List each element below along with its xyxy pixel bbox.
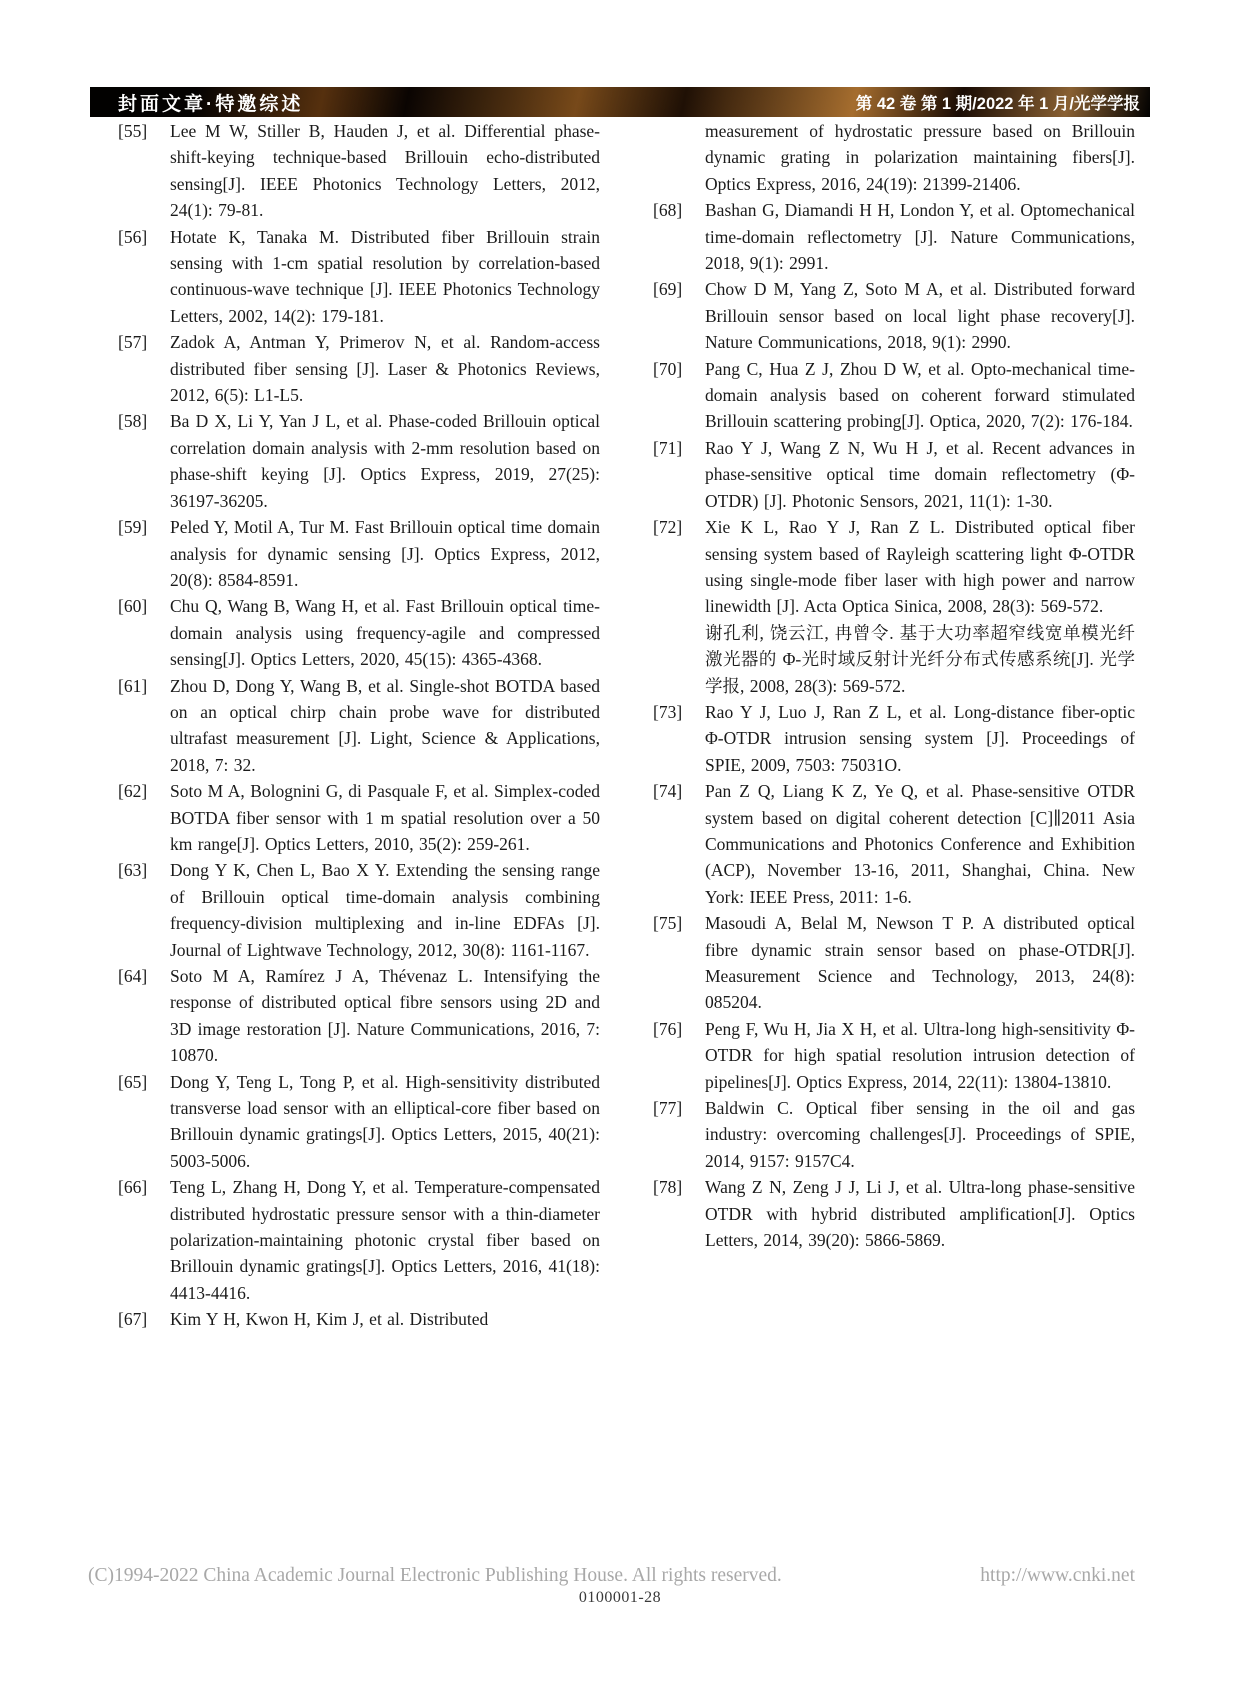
reference-item — [118, 408, 600, 514]
copyright-text: (C)1994-2022 China Academic Journal Electronic Publishing House. All rights reserved. — [88, 1565, 782, 1586]
reference-marker: [76] — [653, 1018, 683, 1039]
reference-item — [653, 910, 1135, 1016]
reference-item — [118, 593, 600, 672]
reference-item — [653, 197, 1135, 276]
reference-body — [170, 224, 600, 330]
issue-info: 第 42 卷 第 1 期/2022 年 1 月/光学学报 — [855, 95, 1140, 113]
reference-body — [170, 778, 600, 857]
reference-body — [705, 1095, 1135, 1174]
header-bar — [90, 87, 1150, 117]
reference-item — [653, 1095, 1135, 1174]
reference-body — [705, 276, 1135, 355]
reference-item — [653, 1174, 1135, 1253]
reference-body — [170, 408, 600, 514]
references-column-left — [118, 118, 600, 1333]
reference-item — [653, 276, 1135, 355]
reference-item — [118, 778, 600, 857]
reference-body — [170, 593, 600, 672]
reference-body — [170, 1069, 600, 1175]
reference-body — [705, 118, 1135, 197]
reference-body — [705, 1016, 1135, 1095]
footer-copyright — [88, 1564, 1135, 1588]
reference-item — [653, 778, 1135, 910]
reference-marker: [68] — [653, 200, 683, 221]
reference-body — [170, 963, 600, 1069]
reference-marker: [77] — [653, 1098, 683, 1119]
reference-text: Bashan G, Diamandi H H, London Y, et al. Optomechanical time-domain reflectometry [J]. Nature Communications, 2018, 9(1): 2991. — [705, 200, 1135, 274]
reference-item — [118, 118, 600, 224]
reference-body — [170, 118, 600, 224]
reference-body — [170, 857, 600, 963]
reference-item — [118, 963, 600, 1069]
reference-body — [705, 514, 1135, 699]
reference-marker: [78] — [653, 1177, 683, 1198]
references-column-right — [653, 118, 1135, 1333]
reference-text: Masoudi A, Belal M, Newson T P. A distributed optical fibre dynamic strain sensor based on phase-OTDR[J]. Measurement Science and Technology, 2013, 24(8): 085204. — [705, 913, 1135, 1013]
reference-text: Teng L, Zhang H, Dong Y, et al. Temperature-compensated distributed hydrostatic pressure sensor with a thin-diameter polarization-maintaining photonic crystal fiber based on Brillouin dynamic gratings[J]. Optics Letters, 2016, 41(18): 4413-4416. — [170, 1177, 600, 1303]
reference-text: Peled Y, Motil A, Tur M. Fast Brillouin optical time domain analysis for dynamic sensing [J]. Optics Express, 2012, 20(8): 8584-8591. — [170, 517, 600, 590]
reference-text: Pang C, Hua Z J, Zhou D W, et al. Opto-mechanical time-domain analysis based on coherent forward stimulated Brillouin scattering probing[J]. Optica, 2020, 7(2): 176-184. — [705, 358, 1135, 432]
reference-text: Dong Y, Teng L, Tong P, et al. High-sensitivity distributed transverse load sensor with an elliptical-core fiber based on Brillouin dynamic gratings[J]. Optics Letters, 2015, 40(21): 5003-5006. — [170, 1071, 600, 1171]
reference-marker: [73] — [653, 701, 683, 722]
reference-text: Baldwin C. Optical fiber sensing in the oil and gas industry: overcoming challenges[J]. Proceedings of SPIE, 2014, 9157: 9157C4. — [705, 1098, 1135, 1171]
reference-marker: [70] — [653, 358, 683, 379]
reference-marker: [67] — [118, 1309, 148, 1330]
reference-marker: [65] — [118, 1071, 148, 1092]
reference-body — [705, 435, 1135, 514]
reference-body — [170, 514, 600, 593]
reference-body — [170, 673, 600, 779]
reference-text: Chu Q, Wang B, Wang H, et al. Fast Brillouin optical time-domain analysis using frequency-agile and compressed sensing[J]. Optics Letters, 2020, 45(15): 4365-4368. — [170, 596, 600, 670]
reference-marker: [69] — [653, 279, 683, 300]
reference-text: Zhou D, Dong Y, Wang B, et al. Single-shot BOTDA based on an optical chirp chain probe wave for distributed ultrafast measurement [J]. Light, Science & Applications, 2018, 7: 32. — [170, 675, 600, 775]
reference-marker: [59] — [118, 517, 148, 538]
reference-text: Xie K L, Rao Y J, Ran Z L. Distributed optical fiber sensing system based of Rayleigh scattering light Φ-OTDR using single-mode fiber laser with high power and narrow linewidth [J]. Acta Optica Sinica, 2008, 28(3): 569-572. — [705, 517, 1135, 617]
reference-text: Rao Y J, Luo J, Ran Z L, et al. Long-distance fiber-optic Φ-OTDR intrusion sensing system [J]. Proceedings of SPIE, 2009, 7503: 75031O. — [705, 701, 1135, 775]
reference-item — [118, 1306, 600, 1332]
reference-text: 谢孔利, 饶云江, 冉曾令. 基于大功率超窄线宽单模光纤激光器的 Φ-光时域反射计光纤分布式传感系统[J]. 光学学报, 2008, 28(3): 569-572. — [705, 622, 1135, 696]
reference-marker: [63] — [118, 860, 148, 881]
reference-marker: [71] — [653, 437, 683, 458]
reference-marker: [58] — [118, 411, 148, 432]
reference-text: Rao Y J, Wang Z N, Wu H J, et al. Recent advances in phase-sensitive optical time domain reflectometry (Φ-OTDR) [J]. Photonic Sensors, 2021, 11(1): 1-30. — [705, 437, 1135, 511]
reference-body — [170, 1174, 600, 1306]
reference-text: Wang Z N, Zeng J J, Li J, et al. Ultra-long phase-sensitive OTDR with hybrid distributed amplification[J]. Optics Letters, 2014, 39(20): 5866-5869. — [705, 1177, 1135, 1251]
reference-text: Zadok A, Antman Y, Primerov N, et al. Random-access distributed fiber sensing [J]. Laser & Photonics Reviews, 2012, 6(5): L1-L5. — [170, 332, 600, 406]
section-label: 封面文章·特邀综述 — [118, 93, 304, 115]
reference-body — [170, 329, 600, 408]
reference-body — [705, 910, 1135, 1016]
reference-marker: [74] — [653, 781, 683, 802]
reference-marker: [62] — [118, 781, 148, 802]
reference-text: Peng F, Wu H, Jia X H, et al. Ultra-long high-sensitivity Φ-OTDR for high spatial resolution intrusion detection of pipelines[J]. Optics Express, 2014, 22(11): 13804-13810. — [705, 1018, 1135, 1092]
reference-item — [653, 514, 1135, 699]
reference-item — [118, 514, 600, 593]
reference-body — [705, 1174, 1135, 1253]
reference-marker: [60] — [118, 596, 148, 617]
references-columns — [118, 118, 1135, 1333]
reference-marker: [64] — [118, 966, 148, 986]
reference-marker: [61] — [118, 675, 148, 696]
reference-text: Ba D X, Li Y, Yan J L, et al. Phase-coded Brillouin optical correlation domain analysis with 2-mm resolution based on phase-shift keying [J]. Optics Express, 2019, 27(25): 36197-36205. — [170, 411, 600, 511]
reference-body — [170, 1306, 600, 1332]
reference-item — [653, 118, 1135, 197]
reference-marker: [72] — [653, 517, 683, 538]
reference-text: Pan Z Q, Liang K Z, Ye Q, et al. Phase-sensitive OTDR system based on digital coherent detection [C]∥2011 Asia Communications and Photonics Conference and Exhibition (ACP), November 13-16, 2011, Shanghai, China. New York: IEEE Press, 2011: 1-6. — [705, 781, 1135, 907]
reference-body — [705, 197, 1135, 276]
reference-item — [118, 1174, 600, 1306]
reference-item — [653, 435, 1135, 514]
reference-item — [653, 699, 1135, 778]
footer-url: http://www.cnki.net — [980, 1565, 1135, 1586]
reference-text: Chow D M, Yang Z, Soto M A, et al. Distributed forward Brillouin sensor based on local light phase recovery[J]. Nature Communications, 2018, 9(1): 2990. — [705, 279, 1135, 353]
reference-text: Kim Y H, Kwon H, Kim J, et al. Distributed — [170, 1309, 489, 1330]
page-number: 0100001-28 — [578, 1589, 662, 1606]
reference-body — [705, 356, 1135, 435]
reference-text: Hotate K, Tanaka M. Distributed fiber Brillouin strain sensing with 1-cm spatial resolution by correlation-based continuous-wave technique [J]. IEEE Photonics Technology Letters, 2002, 14(2): 179-181. — [170, 226, 600, 326]
reference-marker: [57] — [118, 332, 148, 353]
reference-marker: [56] — [118, 226, 148, 247]
reference-text: Dong Y K, Chen L, Bao X Y. Extending the sensing range of Brillouin optical time-domain analysis combining frequency-division multiplexing and in-line EDFAs [J]. Journal of Lightwave Technology, 2012, 30(8): 1161-1167. — [170, 860, 600, 960]
reference-item — [118, 224, 600, 330]
reference-text: Soto M A, Ramírez J A, Thévenaz L. Intensifying the response of distributed optical fibre sensors using 2D and 3D image restoration [J]. Nature Communications, 2016, 7: 10870. — [170, 966, 600, 1066]
reference-text: Soto M A, Bolognini G, di Pasquale F, et al. Simplex-coded BOTDA fiber sensor with 1 m spatial resolution over a 50 km range[J]. Optics Letters, 2010, 35(2): 259-261. — [170, 781, 600, 854]
reference-item — [118, 857, 600, 963]
reference-item — [653, 356, 1135, 435]
reference-marker: [75] — [653, 913, 683, 934]
reference-item — [118, 1069, 600, 1175]
reference-body — [705, 778, 1135, 910]
reference-item — [118, 329, 600, 408]
reference-body — [705, 699, 1135, 778]
reference-item — [118, 673, 600, 779]
reference-marker: [55] — [118, 121, 148, 141]
reference-item — [653, 1016, 1135, 1095]
reference-marker: [66] — [118, 1177, 148, 1198]
reference-text: measurement of hydrostatic pressure based on Brillouin dynamic grating in polarization maintaining fibers[J]. Optics Express, 2016, 24(19): 21399-21406. — [705, 121, 1135, 194]
reference-text: Lee M W, Stiller B, Hauden J, et al. Differential phase-shift-keying technique-based Brillouin echo-distributed sensing[J]. IEEE Photonics Technology Letters, 2012, 24(1): 79-81. — [170, 121, 600, 221]
